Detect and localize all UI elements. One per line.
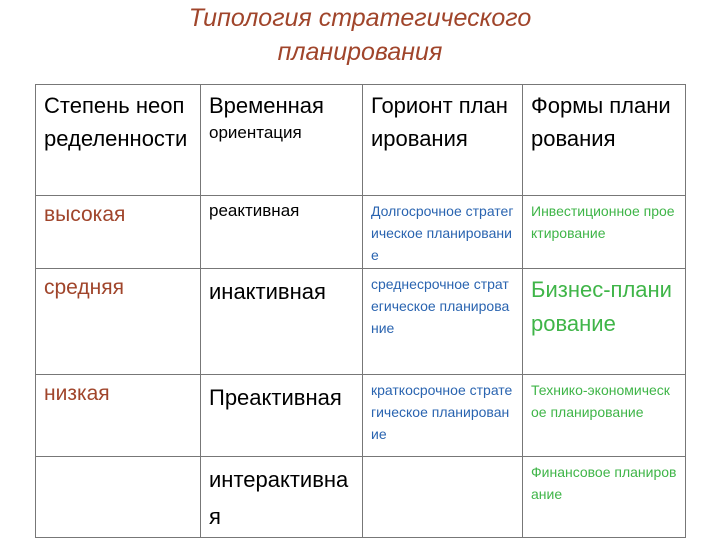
table-row [36,196,686,269]
form-cell: Финансовое планирование [523,457,686,538]
horizon-cell [363,457,523,538]
typology-table [35,84,686,538]
orientation-cell: интерактивная [201,457,363,538]
header-forms: Формы планирования [523,85,686,196]
orientation-cell: Преактивная [201,375,363,457]
header-orientation [201,85,363,196]
header-orientation-main: Временная [209,93,324,118]
level-cell: высокая [36,196,201,269]
form-cell: Инвестиционное проектирование [523,196,686,269]
page-title [0,0,720,69]
orientation-cell: инактивная [201,269,363,375]
horizon-cell: краткосрочное стратегическое планирование [363,375,523,457]
table-row [36,269,686,375]
form-cell: Технико-экономическое планирование [523,375,686,457]
form-cell: Бизнес-планирование [523,269,686,375]
title-line-2: планирования [277,38,443,66]
level-cell [36,457,201,538]
header-horizon: Горионт планирования [363,85,523,196]
level-cell: средняя [36,269,201,375]
header-uncertainty: Степень неопределенности [36,85,201,196]
header-orientation-sub: ориентация [209,123,302,142]
header-row [36,85,686,196]
horizon-cell: Долгосрочное стратегическое планирование [363,196,523,269]
title-line-1: Типология стратегического [188,4,532,32]
orientation-cell: реактивная [201,196,363,269]
horizon-cell: среднесрочное стратегическое планирование [363,269,523,375]
level-cell: низкая [36,375,201,457]
table-row [36,375,686,457]
table-row [36,457,686,538]
